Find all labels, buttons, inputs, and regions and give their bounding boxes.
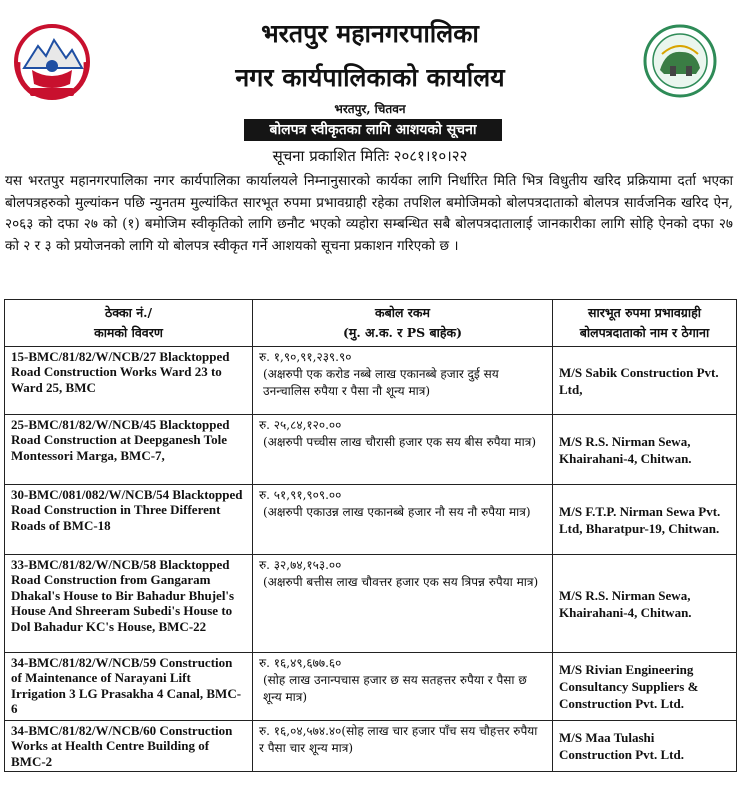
table-row xyxy=(5,485,737,555)
header-contract-line1: ठेक्का नं./ xyxy=(104,305,153,320)
amount-words: (सोह लाख उनान्पचास हजार छ सय सतहत्तर रुपैया र पैसा छ शून्य मात्र) xyxy=(263,673,527,704)
amount-words: (अक्षरुपी एक करोड नब्बे लाख एकानब्बे हजार दुई सय उनन्चालिस रुपैया र पैसा नौ शून्य मात्र) xyxy=(263,367,499,398)
amount-cell xyxy=(253,415,553,485)
contract-cell: 30-BMC/081/082/W/NCB/54 Blacktopped Road Construction in Three Different Roads of BMC-18 xyxy=(5,485,253,555)
table-row xyxy=(5,347,737,415)
bharatpur-seal-icon xyxy=(642,24,718,98)
table-row xyxy=(5,653,737,721)
notice-paragraph: यस भरतपुर महानगरपालिका नगर कार्यपालिका कार्यालयले निम्नानुसारको कार्यका लागि निर्धारित मिति भित्र विधुतीय खरिद प्रक्रियामा दर्ता भएका बोलपत्रहरुको मुल्यांकन पछि न्युनतम मुल्यांकित सारभूत रुपमा प्रभावग्राही रहेका तपशिल बमोजिमको बोलपत्रदाताको बोलपत्र सार्वजनिक खरिद ऐन, २०६३ को दफा २७ को (१) बमोजिम स्वीकृतिको लागि छनौट भएको व्यहोरा सम्बन्धित सबै बोलपत्रदातालाई जानकारीका लागि सोहि ऐनको दफा २७ को २ र ३ को प्रयोजनको लागि यो बोलपत्र स्वीकृत गर्ने आशयको सूचना प्रकाशन गरिएको छ । xyxy=(5,173,733,254)
amount-figure: रु. २५,८४,१२०.०० xyxy=(259,418,342,432)
bidder-cell: M/S F.T.P. Nirman Sewa Pvt. Ltd, Bharatpur-19, Chitwan. xyxy=(553,485,737,555)
amount-cell xyxy=(253,555,553,653)
bidder-cell: M/S Sabik Construction Pvt. Ltd, xyxy=(553,347,737,415)
bidder-cell: M/S Rivian Engineering Consultancy Suppliers & Construction Pvt. Ltd. xyxy=(553,653,737,721)
amount-words: (अक्षरुपी बत्तीस लाख चौवत्तर हजार एक सय त्रिपन्न रुपैया मात्र) xyxy=(263,575,539,589)
header-bidder xyxy=(553,300,737,347)
notice-title: बोलपत्र स्वीकृतका लागि आशयको सूचना xyxy=(244,119,502,141)
table-header-row xyxy=(5,300,737,347)
bidder-cell: M/S R.S. Nirman Sewa, Khairahani-4, Chitwan. xyxy=(553,555,737,653)
header-bidder-line1: सारभूत रुपमा प्रभावग्राही xyxy=(588,305,701,320)
amount-cell xyxy=(253,485,553,555)
bidder-cell: M/S R.S. Nirman Sewa, Khairahani-4, Chitwan. xyxy=(553,415,737,485)
amount-figure: रु. १,९०,९१,२३९.९० xyxy=(259,350,352,364)
document-header xyxy=(0,0,740,175)
office-subtitle: नगर कार्यपालिकाको कार्यालय xyxy=(235,63,505,92)
office-title: भरतपुर महानगरपालिका xyxy=(261,19,479,48)
amount-cell xyxy=(253,721,553,772)
header-contract-line2: कामको विवरण xyxy=(94,325,163,340)
amount-words: (अक्षरुपी पच्चीस लाख चौरासी हजार एक सय बीस रुपैया मात्र) xyxy=(263,435,537,449)
contract-cell: 33-BMC/81/82/W/NCB/58 Blacktopped Road Construction from Gangaram Dhakal's House to Bir Bahadur Bhujel's House And Shreeram Subedi's House to Dol Bahadur KC's House, BMC-22 xyxy=(5,555,253,653)
published-date: सूचना प्रकाशित मितिः २०८१।१०।२२ xyxy=(272,147,468,165)
amount-figure: रु. १६,४९,६७७.६० xyxy=(259,656,342,670)
header-amount-line1: कबोल रकम xyxy=(375,305,430,320)
amount-figure: रु. ५१,९१,९०९.०० xyxy=(259,488,342,502)
contract-cell: 15-BMC/81/82/W/NCB/27 Blacktopped Road Construction Works Ward 23 to Ward 25, BMC xyxy=(5,347,253,415)
contract-cell: 25-BMC/81/82/W/NCB/45 Blacktopped Road Construction at Deepganesh Tole Montessori Marga, BMC-7, xyxy=(5,415,253,485)
amount-figure: रु. १६,०४,५७४.४० xyxy=(259,724,342,738)
amount-words: (सोह लाख चार हजार पाँच सय चौहत्तर रुपैया र पैसा चार शून्य मात्र) xyxy=(259,724,538,755)
header-amount-line2: (मु. अ.क. र PS बाहेक) xyxy=(342,325,463,340)
table-row xyxy=(5,555,737,653)
header-amount xyxy=(253,300,553,347)
bidder-cell: M/S Maa Tulashi Construction Pvt. Ltd. xyxy=(553,721,737,772)
header-bidder-line2: बोलपत्रदाताको नाम र ठेगाना xyxy=(579,325,710,340)
contract-cell: 34-BMC/81/82/W/NCB/59 Construction of Maintenance of Narayani Lift Irrigation 3 LG Prasakha 4 Canal, BMC-6 xyxy=(5,653,253,721)
amount-figure: रु. ३२,७४,१५३.०० xyxy=(259,558,342,572)
contract-cell: 34-BMC/81/82/W/NCB/60 Construction Works at Health Centre Building of BMC-2 xyxy=(5,721,253,772)
award-table xyxy=(4,299,737,772)
amount-cell xyxy=(253,653,553,721)
table-row xyxy=(5,721,737,772)
office-location: भरतपुर, चितवन xyxy=(334,102,406,116)
amount-words: (अक्षरुपी एकाउन्न लाख एकानब्बे हजार नौ सय नौ रुपैया मात्र) xyxy=(263,505,531,519)
table-row xyxy=(5,415,737,485)
amount-cell xyxy=(253,347,553,415)
header-contract xyxy=(5,300,253,347)
